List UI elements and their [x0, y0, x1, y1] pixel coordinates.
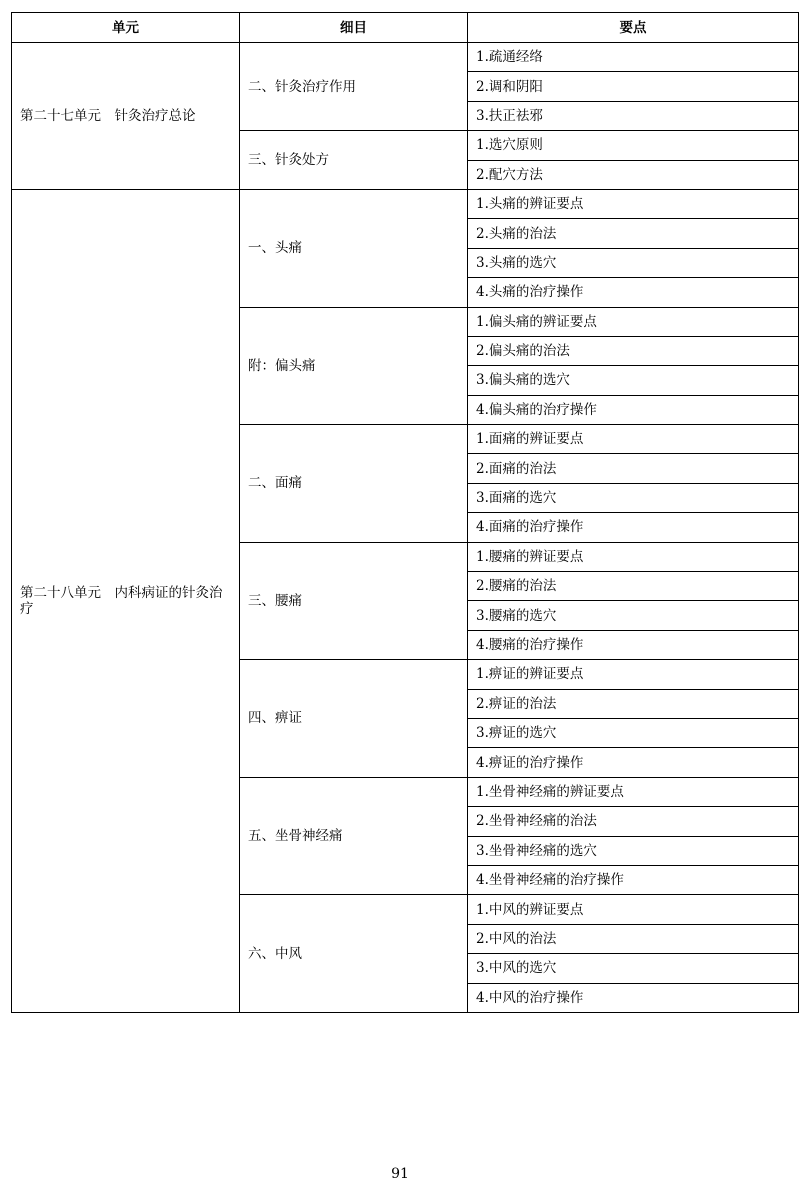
item-cell: 三、腰痛 [240, 542, 468, 660]
item-cell: 一、头痛 [240, 189, 468, 307]
point-cell: 1.坐骨神经痛的辨证要点 [468, 777, 799, 806]
point-cell: 1.疏通经络 [468, 43, 799, 72]
point-cell: 3.痹证的选穴 [468, 718, 799, 747]
point-cell: 2.配穴方法 [468, 160, 799, 189]
page-number: 91 [391, 1166, 409, 1182]
item-cell: 附：偏头痛 [240, 307, 468, 425]
point-cell: 3.面痛的选穴 [468, 483, 799, 512]
syllabus-table [11, 12, 799, 1013]
point-cell: 2.中风的治法 [468, 924, 799, 953]
header-point: 要点 [468, 13, 799, 43]
point-cell: 4.坐骨神经痛的治疗操作 [468, 865, 799, 894]
table-row [12, 189, 799, 218]
point-cell: 3.扶正祛邪 [468, 101, 799, 130]
point-cell: 1.面痛的辨证要点 [468, 425, 799, 454]
table-row [12, 43, 799, 72]
point-cell: 3.头痛的选穴 [468, 248, 799, 277]
point-cell: 1.痹证的辨证要点 [468, 660, 799, 689]
point-cell: 4.面痛的治疗操作 [468, 513, 799, 542]
point-cell: 2.痹证的治法 [468, 689, 799, 718]
item-cell: 五、坐骨神经痛 [240, 777, 468, 895]
point-cell: 1.偏头痛的辨证要点 [468, 307, 799, 336]
item-cell: 二、面痛 [240, 425, 468, 543]
point-cell: 3.腰痛的选穴 [468, 601, 799, 630]
point-cell: 2.偏头痛的治法 [468, 336, 799, 365]
point-cell: 4.头痛的治疗操作 [468, 278, 799, 307]
header-unit: 单元 [12, 13, 240, 43]
item-cell: 三、针灸处方 [240, 131, 468, 190]
item-cell: 六、中风 [240, 895, 468, 1013]
item-cell: 二、针灸治疗作用 [240, 43, 468, 131]
table-body [12, 43, 799, 1013]
header-item: 细目 [240, 13, 468, 43]
point-cell: 1.腰痛的辨证要点 [468, 542, 799, 571]
point-cell: 1.选穴原则 [468, 131, 799, 160]
point-cell: 2.头痛的治法 [468, 219, 799, 248]
point-cell: 3.坐骨神经痛的选穴 [468, 836, 799, 865]
point-cell: 2.面痛的治法 [468, 454, 799, 483]
point-cell: 3.中风的选穴 [468, 954, 799, 983]
unit-cell: 第二十八单元 内科病证的针灸治疗 [12, 189, 240, 1012]
point-cell: 1.中风的辨证要点 [468, 895, 799, 924]
unit-cell: 第二十七单元 针灸治疗总论 [12, 43, 240, 190]
point-cell: 4.腰痛的治疗操作 [468, 630, 799, 659]
item-cell: 四、痹证 [240, 660, 468, 778]
point-cell: 4.偏头痛的治疗操作 [468, 395, 799, 424]
point-cell: 1.头痛的辨证要点 [468, 189, 799, 218]
point-cell: 3.偏头痛的选穴 [468, 366, 799, 395]
point-cell: 4.痹证的治疗操作 [468, 748, 799, 777]
point-cell: 4.中风的治疗操作 [468, 983, 799, 1012]
point-cell: 2.腰痛的治法 [468, 572, 799, 601]
point-cell: 2.坐骨神经痛的治法 [468, 807, 799, 836]
table-header-row [12, 13, 799, 43]
point-cell: 2.调和阴阳 [468, 72, 799, 101]
